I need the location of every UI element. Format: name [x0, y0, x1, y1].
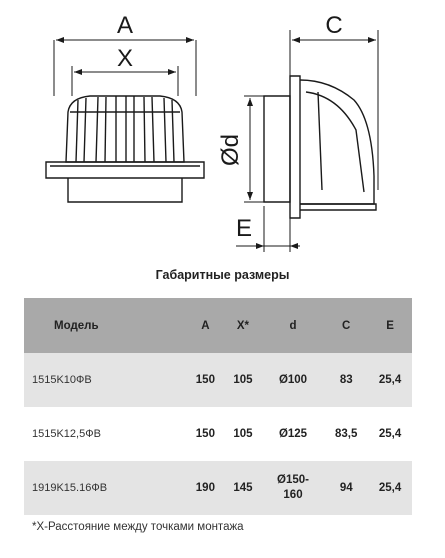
- technical-drawing: [0, 0, 445, 260]
- header-a: A: [187, 298, 225, 353]
- cell-d-line-1: Ø150-: [277, 474, 309, 486]
- cell-d-line-2: 160: [283, 489, 303, 501]
- cell-model: 1919K15.16ФВ: [24, 461, 187, 515]
- dimension-c-label: C: [325, 12, 343, 39]
- footnote: *X-Расстояние между точками монтажа: [32, 521, 244, 533]
- cell-d: Ø125: [262, 407, 325, 461]
- cell-e: 25,4: [368, 353, 412, 407]
- dimensions-table: [24, 298, 412, 515]
- cell-model: 1515K12,5ФВ: [24, 407, 187, 461]
- section-title: Габаритные размеры: [155, 268, 290, 282]
- header-model: Модель: [24, 298, 187, 353]
- cell-d: Ø100: [262, 353, 325, 407]
- cell-e: 25,4: [368, 461, 412, 515]
- table-row: [24, 353, 412, 407]
- dimension-e-label: E: [235, 215, 253, 242]
- cell-model: 1515K10ФВ: [24, 353, 187, 407]
- header-e: E: [368, 298, 412, 353]
- header-d: d: [262, 298, 325, 353]
- cell-a: 150: [187, 407, 225, 461]
- dimension-x-label: X: [116, 45, 134, 72]
- cell-x: 105: [224, 407, 262, 461]
- table-row: [24, 461, 412, 515]
- header-c: C: [324, 298, 368, 353]
- cell-e: 25,4: [368, 407, 412, 461]
- dimension-a-label: A: [116, 12, 134, 39]
- table-header-row: [24, 298, 412, 353]
- cell-x: 145: [224, 461, 262, 515]
- cell-x: 105: [224, 353, 262, 407]
- cell-a: 190: [187, 461, 225, 515]
- side-view: [236, 30, 378, 252]
- header-x: X*: [224, 298, 262, 353]
- cell-c: 94: [324, 461, 368, 515]
- dimension-d-label: Ød: [217, 133, 244, 167]
- cell-d: [262, 461, 325, 515]
- cell-a: 150: [187, 353, 225, 407]
- table-row: [24, 407, 412, 461]
- cell-c: 83,5: [324, 407, 368, 461]
- cell-c: 83: [324, 353, 368, 407]
